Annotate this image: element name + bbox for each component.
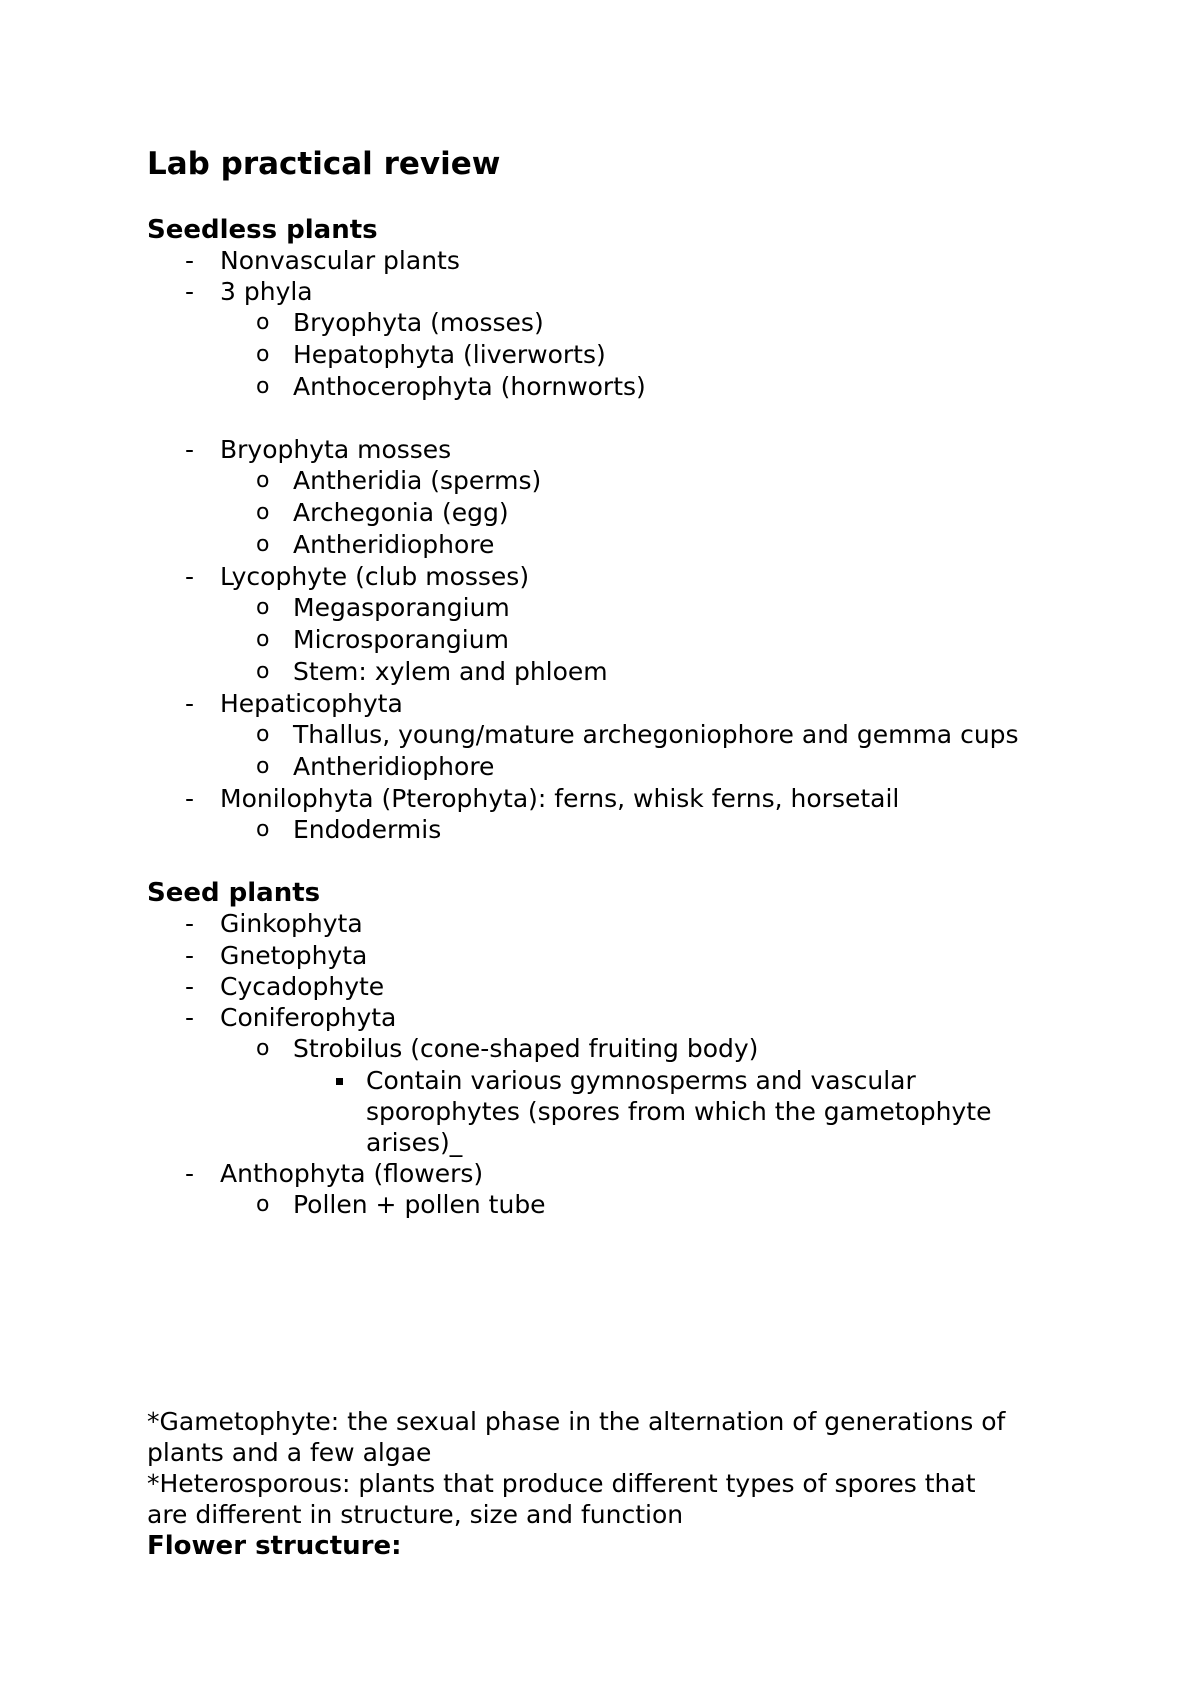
list-item: Hepatophyta (liverworts) <box>293 340 606 369</box>
square-bullet-icon <box>336 1078 343 1085</box>
list-item-continuation: sporophytes (spores from which the gametophyte <box>366 1097 992 1126</box>
circle-bullet-icon: o <box>256 754 270 779</box>
circle-bullet-icon: o <box>256 468 270 493</box>
list-item: Gnetophyta <box>220 941 368 970</box>
circle-bullet-icon: o <box>256 722 270 747</box>
circle-bullet-icon: o <box>256 532 270 557</box>
list-item: Hepaticophyta <box>220 689 403 718</box>
list-item: Cycadophyte <box>220 972 385 1001</box>
circle-bullet-icon: o <box>256 500 270 525</box>
dash-marker: - <box>185 972 195 1001</box>
circle-bullet-icon: o <box>256 659 270 684</box>
list-item: Nonvascular plants <box>220 246 460 275</box>
list-item: Lycophyte (club mosses) <box>220 562 530 591</box>
dash-marker: - <box>185 689 195 718</box>
list-item: Strobilus (cone-shaped fruiting body) <box>293 1034 759 1063</box>
list-item: Coniferophyta <box>220 1003 397 1032</box>
section-heading-seedless: Seedless plants <box>147 215 378 245</box>
circle-bullet-icon: o <box>256 342 270 367</box>
list-item: Antheridiophore <box>293 752 495 781</box>
list-item: Contain various gymnosperms and vascular <box>366 1066 916 1095</box>
circle-bullet-icon: o <box>256 817 270 842</box>
list-item: Pollen + pollen tube <box>293 1190 546 1219</box>
page-title: Lab practical review <box>147 146 501 182</box>
dash-marker: - <box>185 909 195 938</box>
circle-bullet-icon: o <box>256 627 270 652</box>
note-heterosporous: *Heterosporous: plants that produce different types of spores that <box>147 1469 976 1498</box>
note-heterosporous-cont: are different in structure, size and function <box>147 1500 684 1529</box>
note-gametophyte-cont: plants and a few algae <box>147 1438 432 1467</box>
list-item: Ginkophyta <box>220 909 363 938</box>
circle-bullet-icon: o <box>256 1036 270 1061</box>
list-item: Bryophyta mosses <box>220 435 452 464</box>
list-item: 3 phyla <box>220 277 313 306</box>
list-item: Endodermis <box>293 815 442 844</box>
list-item: Thallus, young/mature archegoniophore and gemma cups <box>293 720 1019 749</box>
dash-marker: - <box>185 246 195 275</box>
list-item: Antheridia (sperms) <box>293 466 542 495</box>
dash-marker: - <box>185 1003 195 1032</box>
list-item: Anthocerophyta (hornworts) <box>293 372 646 401</box>
dash-marker: - <box>185 1159 195 1188</box>
circle-bullet-icon: o <box>256 310 270 335</box>
dash-marker: - <box>185 277 195 306</box>
dash-marker: - <box>185 562 195 591</box>
list-item: Antheridiophore <box>293 530 495 559</box>
list-item: Anthophyta (flowers) <box>220 1159 484 1188</box>
circle-bullet-icon: o <box>256 1192 270 1217</box>
dash-marker: - <box>185 784 195 813</box>
list-item: Stem: xylem and phloem <box>293 657 608 686</box>
list-item: Microsporangium <box>293 625 509 654</box>
circle-bullet-icon: o <box>256 374 270 399</box>
note-gametophyte: *Gametophyte: the sexual phase in the alternation of generations of <box>147 1407 1006 1436</box>
dash-marker: - <box>185 435 195 464</box>
section-heading-seed: Seed plants <box>147 878 321 908</box>
list-item: Megasporangium <box>293 593 510 622</box>
list-item: Archegonia (egg) <box>293 498 509 527</box>
dash-marker: - <box>185 941 195 970</box>
list-item: Monilophyta (Pterophyta): ferns, whisk ferns, horsetail <box>220 784 900 813</box>
list-item: Bryophyta (mosses) <box>293 308 544 337</box>
circle-bullet-icon: o <box>256 595 270 620</box>
section-heading-flower: Flower structure: <box>147 1531 402 1561</box>
list-item-continuation: arises)_ <box>366 1128 463 1157</box>
